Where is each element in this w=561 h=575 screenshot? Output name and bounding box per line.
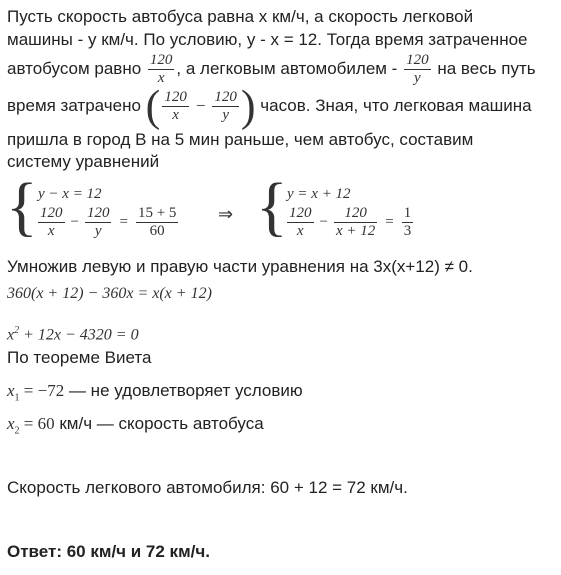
intro-line-4-text-a: время затрачено xyxy=(7,96,141,115)
system1-a-num: 120 xyxy=(40,205,63,221)
system2-b-num: 120 xyxy=(334,205,377,223)
bus-time-denominator: x xyxy=(157,70,165,87)
equation-2 xyxy=(7,320,139,346)
intro-line-6: систему уравнений xyxy=(7,152,160,171)
system2-frac-b xyxy=(334,205,377,240)
system1-eq: = xyxy=(119,214,128,231)
intro-line-4-text-b: часов. Зная, что легковая машина xyxy=(260,96,532,115)
bus-time-numerator: 120 xyxy=(149,52,173,69)
system2-c-den: 3 xyxy=(403,223,412,239)
x2-sub: 2 xyxy=(14,425,20,437)
x1-sub: 1 xyxy=(14,392,20,404)
intro-line-3-text-a: автобусом равно xyxy=(7,59,142,78)
x1-value: = −72 xyxy=(19,381,65,400)
intro-line-4 xyxy=(7,81,532,131)
diff-b-denominator: y xyxy=(222,107,229,124)
right-paren: ) xyxy=(240,81,256,131)
system1-c-den: 60 xyxy=(149,223,165,239)
system1-minus: − xyxy=(70,214,79,231)
system2-row1: y = x + 12 xyxy=(287,186,351,202)
eq2-rest: + 12x − 4320 = 0 xyxy=(19,326,139,344)
root-x2-line xyxy=(7,413,264,442)
system2-a-num: 120 xyxy=(289,205,312,221)
system1-b-den: y xyxy=(94,223,102,239)
diff-a-denominator: x xyxy=(172,107,179,124)
system1-c-num: 15 + 5 xyxy=(137,205,177,221)
x1-comment: — не удовлетворяет условию xyxy=(64,381,303,400)
system1-row2 xyxy=(36,205,180,240)
car-speed-line: Скорость легкового автомобиля: 60 + 12 = 72 км/ч. xyxy=(7,478,408,497)
system2-row2 xyxy=(285,205,415,240)
diff-minus: − xyxy=(195,96,206,115)
vieta-line: По теореме Виета xyxy=(7,348,152,367)
system1-brace: { xyxy=(6,170,38,243)
system2-frac-a xyxy=(287,205,314,240)
system1-row1: y − x = 12 xyxy=(38,186,102,202)
system2-c-num: 1 xyxy=(403,205,412,221)
x2-var: x xyxy=(7,414,15,433)
car-time-denominator: y xyxy=(414,70,421,87)
left-paren: ( xyxy=(145,81,161,131)
x2-comment: км/ч — скорость автобуса xyxy=(54,414,264,433)
intro-line-3-text-c: на весь путь xyxy=(437,59,536,78)
answer-line xyxy=(7,541,210,563)
system1-b-num: 120 xyxy=(86,205,110,221)
diff-fraction-a xyxy=(162,89,189,124)
diff-b-numerator: 120 xyxy=(214,89,237,106)
x2-value: = 60 xyxy=(19,414,55,433)
system1-a-den: x xyxy=(47,223,55,239)
system1-frac-a xyxy=(38,205,65,240)
car-time-fraction xyxy=(404,52,431,87)
root-x1-line xyxy=(7,380,303,409)
intro-line-3-text-b: , а легковым автомобилем - xyxy=(176,59,398,78)
answer-value: 60 км/ч и 72 км/ч. xyxy=(62,542,210,561)
system1-frac-b xyxy=(85,205,112,240)
system2-b-den: x + 12 xyxy=(335,223,376,239)
eq2-x: x xyxy=(7,326,15,344)
intro-line-5: пришла в город B на 5 мин раньше, чем автобус, составим xyxy=(7,130,474,149)
intro-line-3 xyxy=(7,50,536,88)
system2-frac-c xyxy=(402,205,414,240)
diff-fraction-b xyxy=(212,89,239,124)
x1-var: x xyxy=(7,381,15,400)
multiply-line: Умножив левую и правую части уравнения на 3x(x+12) ≠ 0. xyxy=(7,257,473,276)
car-time-numerator: 120 xyxy=(406,52,429,69)
system1-frac-c xyxy=(136,205,178,240)
implies-arrow: ⇒ xyxy=(218,204,234,224)
diff-a-numerator: 120 xyxy=(164,89,187,106)
eq2-sup: 2 xyxy=(14,325,20,336)
intro-line-1: Пусть скорость автобуса равна x км/ч, а скорость легковой xyxy=(7,7,474,26)
system2-a-den: x xyxy=(296,223,304,239)
system2-eq: = xyxy=(385,214,394,231)
equation-1: 360(x + 12) − 360x = x(x + 12) xyxy=(7,285,212,302)
system2-minus: − xyxy=(319,214,328,231)
intro-line-2: машины - y км/ч. По условию, y - x = 12. Тогда время затраченное xyxy=(7,30,528,49)
answer-label: Ответ: xyxy=(7,542,62,561)
system2-brace: { xyxy=(256,170,288,243)
